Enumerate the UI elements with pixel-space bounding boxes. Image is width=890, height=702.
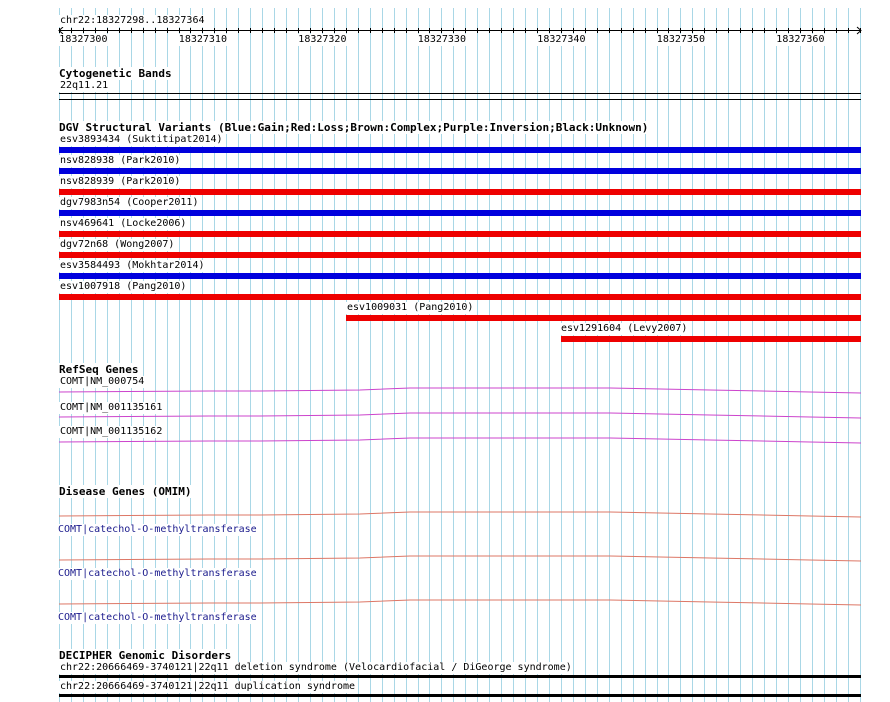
decipher-disorder-label[interactable]: chr22:20666469-3740121|22q11 duplication syndrome: [60, 681, 356, 692]
dgv-variant-label[interactable]: nsv469641 (Locke2006): [60, 218, 187, 229]
dgv-variant-bar[interactable]: [59, 210, 861, 216]
dgv-variant-bar[interactable]: [346, 315, 861, 321]
refseq-track-title: RefSeq Genes: [59, 363, 139, 376]
dgv-variant-label[interactable]: esv1009031 (Pang2010): [347, 302, 474, 313]
dgv-variant-label[interactable]: dgv72n68 (Wong2007): [60, 239, 175, 250]
dgv-variant-label[interactable]: esv3584493 (Mokhtar2014): [60, 260, 205, 271]
omim-gene-label[interactable]: COMT|catechol-O-methyltransferase: [58, 568, 257, 579]
dgv-variant-bar[interactable]: [59, 252, 861, 258]
cytoband-label[interactable]: 22q11.21: [60, 80, 109, 91]
dgv-variant-bar[interactable]: [59, 294, 861, 300]
omim-track-title: Disease Genes (OMIM): [59, 485, 192, 498]
dgv-variant-label[interactable]: esv3893434 (Suktitipat2014): [60, 134, 223, 145]
ruler-tick-label: 18327350: [656, 34, 705, 45]
ruler-tick-label: 18327340: [537, 34, 586, 45]
cytoband-track-title: Cytogenetic Bands: [59, 67, 172, 80]
ruler-tick-label: 18327300: [59, 34, 108, 45]
decipher-track-title: DECIPHER Genomic Disorders: [59, 649, 232, 662]
dgv-variant-bar[interactable]: [59, 147, 861, 153]
decipher-disorder-bar[interactable]: [59, 675, 861, 678]
refseq-gene-label[interactable]: COMT|NM_001135162: [60, 426, 163, 437]
cytoband-line-lower: [59, 99, 861, 100]
ruler-tick-label: 18327320: [298, 34, 347, 45]
dgv-variant-bar[interactable]: [59, 168, 861, 174]
ruler-region: chr22:18327298..18327364: [60, 15, 205, 26]
ruler-tick-label: 18327330: [417, 34, 466, 45]
refseq-gene-label[interactable]: COMT|NM_001135161: [60, 402, 163, 413]
ruler-tick-label: 18327360: [776, 34, 825, 45]
decipher-disorder-label[interactable]: chr22:20666469-3740121|22q11 deletion syndrome (Velocardiofacial / DiGeorge syndrome): [60, 662, 572, 673]
dgv-variant-bar[interactable]: [59, 189, 861, 195]
dgv-variant-label[interactable]: dgv7983n54 (Cooper2011): [60, 197, 199, 208]
dgv-variant-bar[interactable]: [59, 273, 861, 279]
omim-gene-label[interactable]: COMT|catechol-O-methyltransferase: [58, 612, 257, 623]
decipher-disorder-bar[interactable]: [59, 694, 861, 697]
dgv-variant-bar[interactable]: [561, 336, 861, 342]
ruler-tick-label: 18327310: [178, 34, 227, 45]
dgv-track-title: DGV Structural Variants (Blue:Gain;Red:Loss;Brown:Complex;Purple:Inversion;Black:Unknown): [59, 121, 649, 134]
dgv-variant-label[interactable]: esv1007918 (Pang2010): [60, 281, 187, 292]
cytoband-line[interactable]: [59, 93, 861, 94]
dgv-variant-label[interactable]: nsv828939 (Park2010): [60, 176, 181, 187]
dgv-variant-label[interactable]: esv1291604 (Levy2007): [561, 323, 688, 334]
dgv-variant-label[interactable]: nsv828938 (Park2010): [60, 155, 181, 166]
refseq-gene-label[interactable]: COMT|NM_000754: [60, 376, 145, 387]
omim-gene-label[interactable]: COMT|catechol-O-methyltransferase: [58, 524, 257, 535]
dgv-variant-bar[interactable]: [59, 231, 861, 237]
